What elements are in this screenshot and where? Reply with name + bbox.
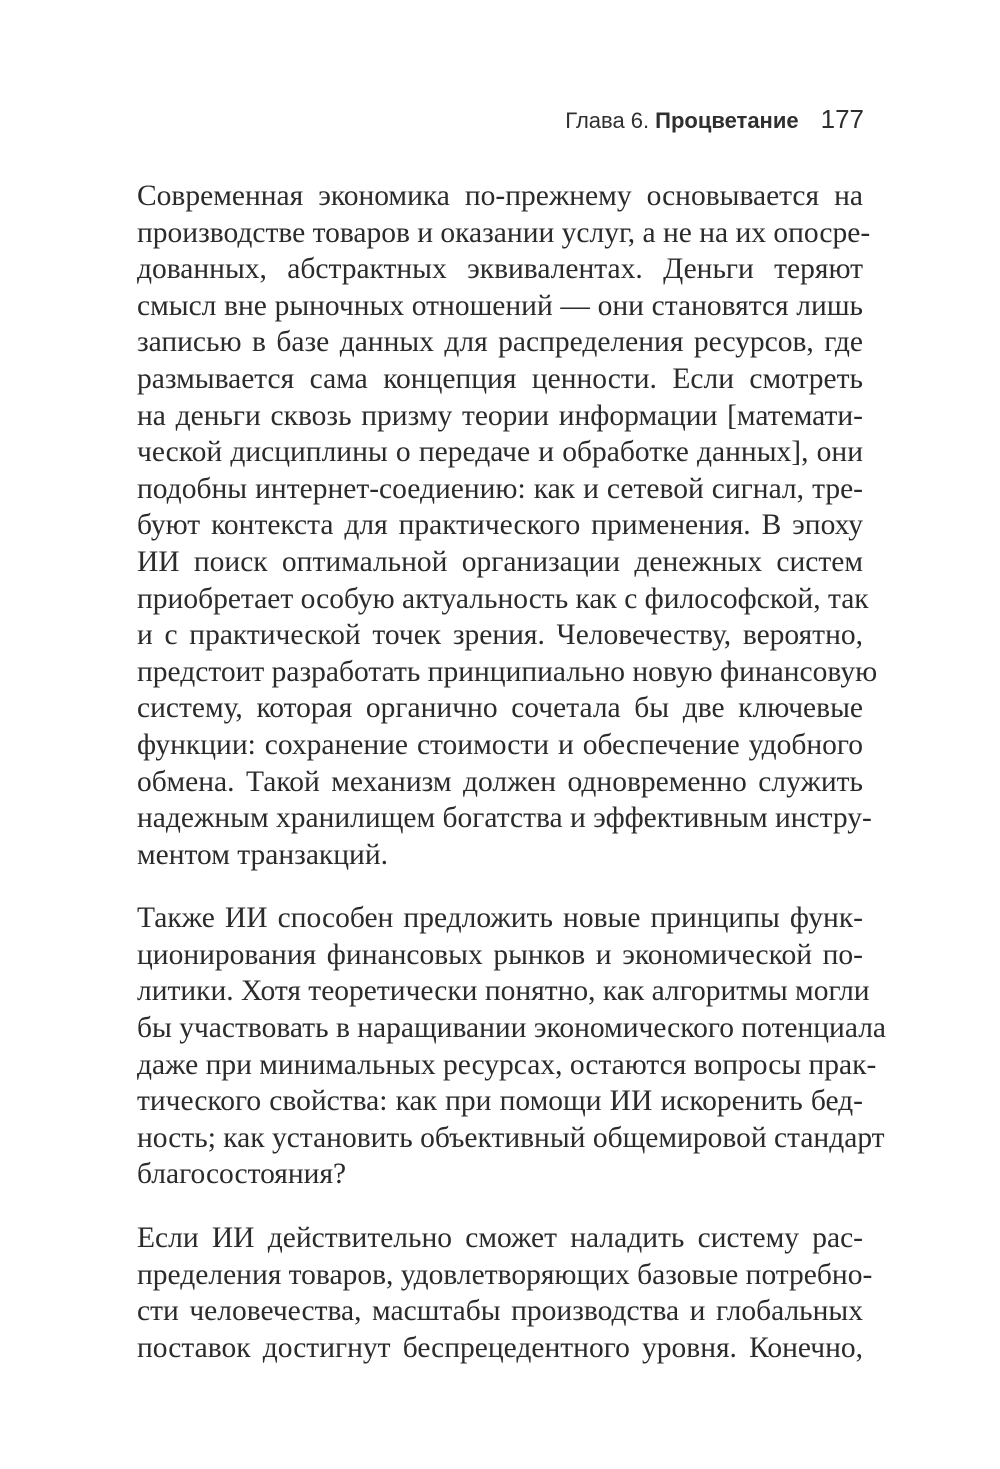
text-line: производстве товаров и оказании услуг, а не на их опосре- [137, 216, 871, 249]
text-line: размывается сама концепция ценности. Если смотреть [137, 362, 863, 395]
text-line: литики. Хотя теоретически понятно, как алгоритмы могли [137, 975, 870, 1008]
text-line: ментом транзакций. [137, 838, 388, 871]
text-line: функции: сохранение стоимости и обеспечение удобного [137, 728, 863, 761]
text-line: ИИ поиск оптимальной организации денежных систем [137, 545, 863, 578]
text-line: ность; как установить объективный общемировой стандарт [137, 1121, 885, 1154]
text-line: и с практической точек зрения. Человечеству, вероятно, [137, 619, 863, 652]
text-line: сти человечества, масштабы производства и глобальных [137, 1295, 863, 1328]
chapter-label: Глава 6. [565, 108, 650, 133]
text-line: пределения товаров, удовлетворяющих базовые потребно- [137, 1258, 873, 1291]
chapter-title: Процветание [655, 108, 799, 133]
paragraph [137, 1220, 873, 1366]
text-line: даже при минимальных ресурсах, остаются вопросы прак- [137, 1048, 877, 1081]
text-line: записью в базе данных для распределения ресурсов, где [137, 326, 863, 359]
text-line: предстоит разработать принципиально новую финансовую [137, 655, 878, 688]
text-line: подобны интернет-соедиению: как и сетевой сигнал, тре- [137, 472, 863, 505]
body-text [137, 178, 887, 1366]
text-line: благосостояния? [137, 1158, 347, 1191]
paragraph [137, 900, 887, 1193]
text-line: на деньги сквозь призму теории информации [математи- [137, 399, 863, 432]
text-line: ческой дисциплины о передаче и обработке данных], они [137, 436, 863, 469]
text-line: буют контекста для практического применения. В эпоху [137, 509, 863, 542]
page-number: 177 [820, 104, 864, 134]
paragraph [137, 178, 878, 873]
text-line: Современная экономика по-прежнему основывается на [137, 180, 863, 212]
running-head [565, 104, 864, 135]
text-line: поставок достигнут беспрецедентного уровня. Конечно, [137, 1331, 863, 1364]
text-line: обмена. Такой механизм должен одновременно служить [137, 765, 863, 798]
text-line: Если ИИ действительно сможет наладить систему рас- [137, 1222, 863, 1255]
text-line: бы участвовать в наращивании экономического потенциала [137, 1012, 887, 1045]
text-line: надежным хранилищем богатства и эффективным инстру- [137, 802, 872, 835]
text-line: тического свойства: как при помощи ИИ искоренить бед- [137, 1085, 863, 1118]
text-line: ционирования финансовых рынков и экономической по- [137, 938, 863, 971]
text-line: приобретает особую актуальность как с философской, так [137, 582, 869, 615]
text-line: смысл вне рыночных отношений — они становятся лишь [137, 289, 863, 322]
text-line: Также ИИ способен предложить новые принципы функ- [137, 902, 863, 935]
text-line: дованных, абстрактных эквивалентах. Деньги теряют [137, 253, 863, 286]
text-line: систему, которая органично сочетала бы две ключевые [137, 692, 863, 725]
